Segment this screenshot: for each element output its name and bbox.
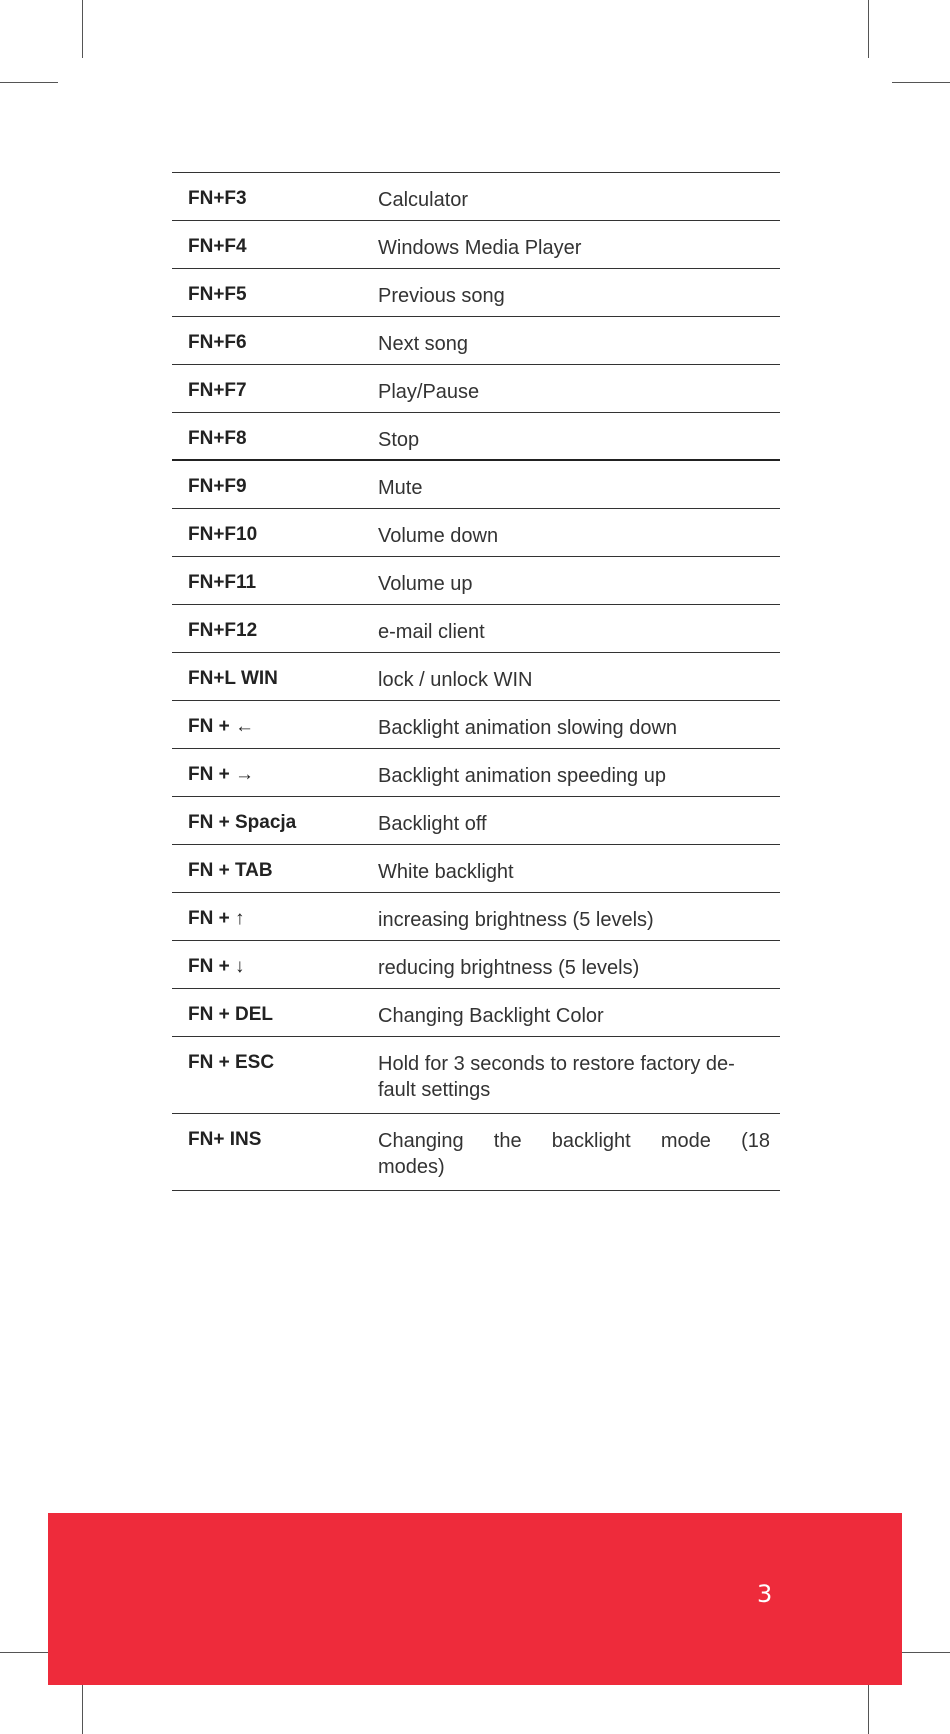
table-row (172, 269, 780, 317)
table-row (172, 1037, 780, 1114)
shortcut-action-line: Hold for 3 seconds to restore factory de- (378, 1053, 735, 1075)
page-number: 3 (757, 1580, 774, 1608)
shortcut-key: FN+F3 (188, 188, 247, 209)
shortcut-action: Next song (378, 333, 469, 355)
shortcut-action: Changing Backlight Color (378, 1005, 604, 1027)
table-row (172, 605, 780, 653)
shortcut-key: FN + ESC (188, 1052, 275, 1073)
crop-mark-top-right (868, 0, 869, 58)
shortcut-table (172, 172, 780, 1191)
table-row (172, 941, 780, 989)
shortcut-action: increasing brightness (5 levels) (378, 909, 654, 931)
shortcut-key: FN+F5 (188, 284, 247, 305)
shortcut-action-word: Changing (378, 1130, 464, 1152)
shortcut-key: FN+F9 (188, 476, 247, 497)
shortcut-key: FN+ INS (188, 1129, 262, 1150)
shortcut-action: Backlight animation speeding up (378, 765, 666, 787)
shortcut-key: FN+F6 (188, 332, 247, 353)
shortcut-key: FN + DEL (188, 1004, 273, 1025)
table-row (172, 797, 780, 845)
shortcut-action: Backlight animation slowing down (378, 717, 678, 739)
shortcut-action-word: the (493, 1130, 522, 1152)
shortcut-action: Calculator (378, 189, 469, 211)
shortcut-action: lock / unlock WIN (378, 669, 533, 691)
shortcut-key: FN + ↓ (188, 956, 245, 977)
shortcut-key: FN+F12 (188, 620, 258, 641)
shortcut-key: FN + ↑ (188, 908, 245, 929)
shortcut-action: Previous song (378, 285, 505, 307)
shortcut-key: FN+L WIN (188, 668, 278, 689)
shortcut-action (378, 1051, 780, 1103)
shortcut-key: FN + Spacja (188, 812, 297, 833)
table-row (172, 557, 780, 605)
shortcut-action (378, 1128, 780, 1180)
shortcut-key: FN+F8 (188, 428, 247, 449)
table-row (172, 413, 780, 461)
shortcut-action-line (378, 1128, 770, 1154)
shortcut-action: Volume down (378, 525, 499, 547)
crop-mark-right-top (892, 82, 950, 83)
shortcut-action: Volume up (378, 573, 473, 595)
shortcut-action-line: modes) (378, 1156, 445, 1178)
table-row (172, 461, 780, 509)
crop-mark-top-left (82, 0, 83, 58)
shortcut-key: FN + ← (188, 716, 254, 737)
shortcut-action: Mute (378, 477, 423, 499)
shortcut-key: FN + → (188, 764, 254, 785)
table-row (172, 653, 780, 701)
table-row (172, 317, 780, 365)
table-row (172, 749, 780, 797)
shortcut-key: FN + TAB (188, 860, 273, 881)
shortcut-key: FN+F4 (188, 236, 247, 257)
table-row (172, 509, 780, 557)
table-row (172, 365, 780, 413)
shortcut-key: FN+F10 (188, 524, 258, 545)
shortcut-action-word: mode (660, 1130, 711, 1152)
table-row (172, 221, 780, 269)
table-row (172, 173, 780, 221)
shortcut-action: Windows Media Player (378, 237, 582, 259)
shortcut-key: FN+F11 (188, 572, 257, 593)
shortcut-action: e-mail client (378, 621, 485, 643)
shortcut-key: FN+F7 (188, 380, 247, 401)
table-row (172, 893, 780, 941)
table-row (172, 701, 780, 749)
shortcut-action-line: fault settings (378, 1079, 491, 1101)
footer-band (48, 1513, 902, 1685)
table-row (172, 1114, 780, 1191)
shortcut-action-word: backlight (551, 1130, 631, 1152)
table-row (172, 845, 780, 893)
shortcut-action: White backlight (378, 861, 514, 883)
shortcut-action: Backlight off (378, 813, 487, 835)
shortcut-action: reducing brightness (5 levels) (378, 957, 640, 979)
shortcut-action: Stop (378, 429, 420, 451)
shortcut-action-word: (18 (741, 1130, 770, 1152)
shortcut-action: Play/Pause (378, 381, 480, 403)
crop-mark-left-top (0, 82, 58, 83)
table-row (172, 989, 780, 1037)
